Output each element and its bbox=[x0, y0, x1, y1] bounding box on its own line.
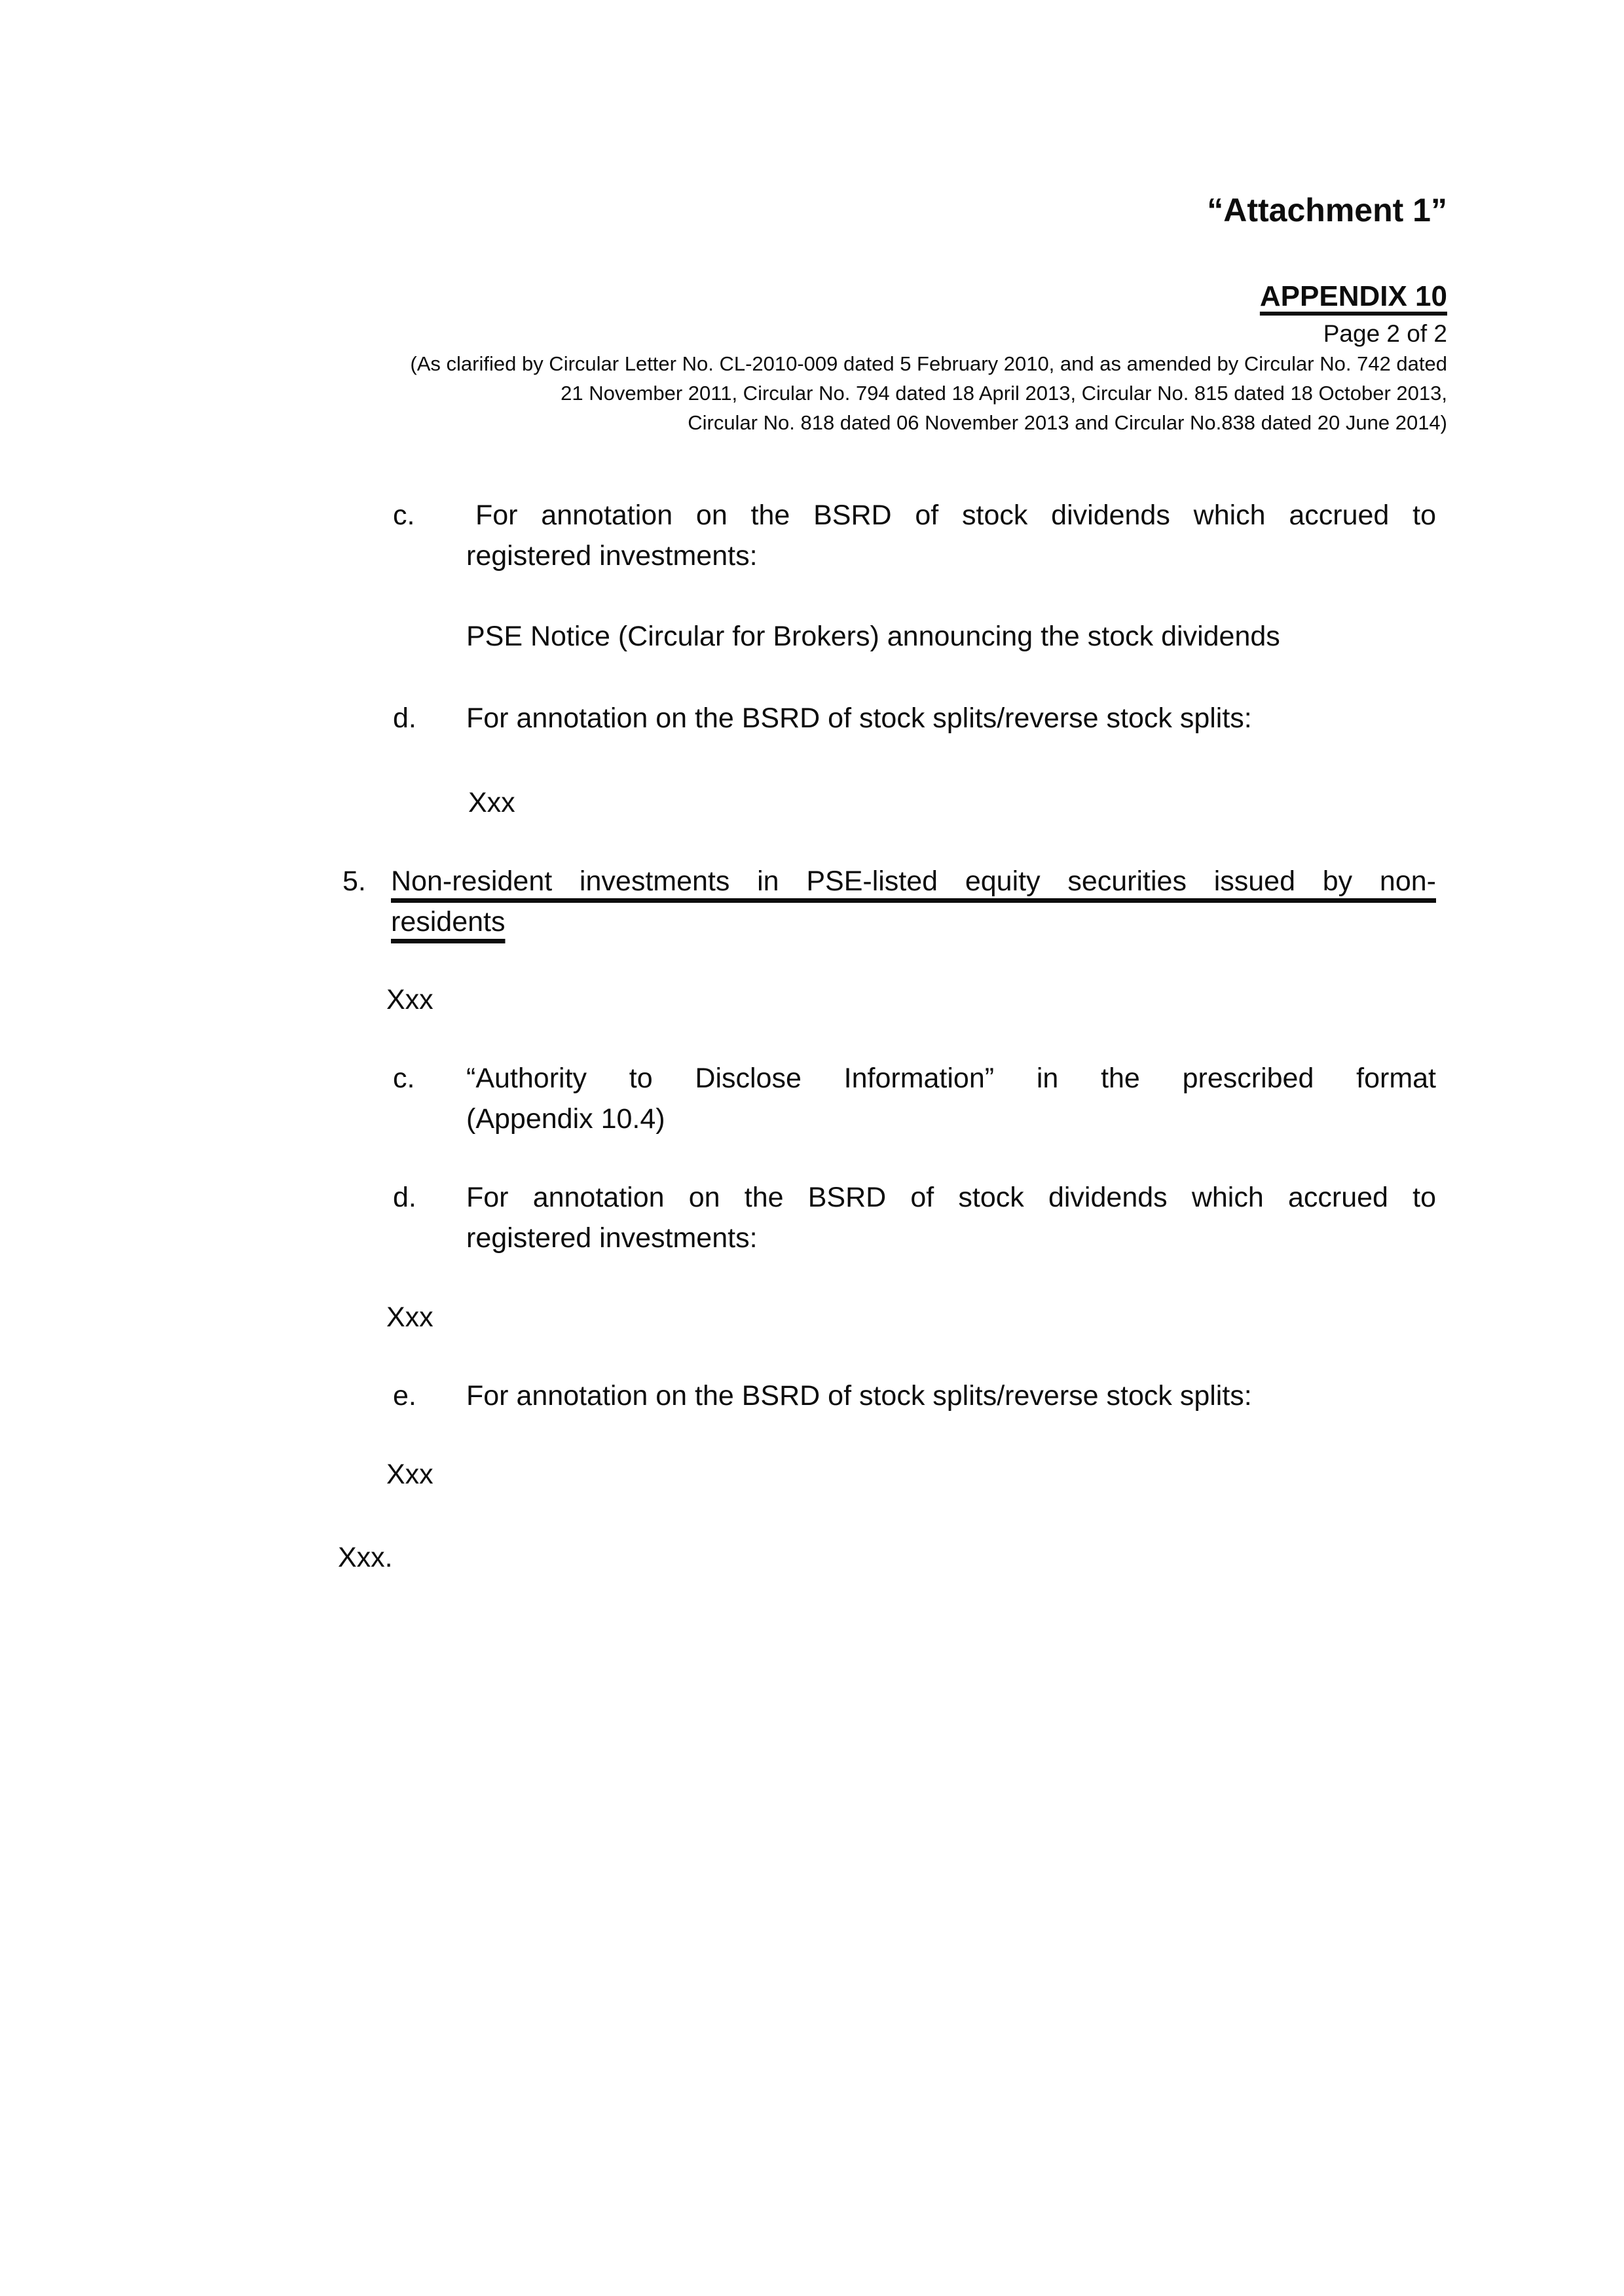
section-5-number: 5. bbox=[342, 866, 366, 897]
item-c2-line2: (Appendix 10.4) bbox=[466, 1103, 665, 1135]
item-d2-line1: For annotation on the BSRD of stock dividends which accrued to bbox=[466, 1182, 1436, 1213]
section-5-heading bbox=[342, 861, 1436, 942]
placeholder-xxx-3 bbox=[386, 1297, 434, 1338]
item-c2-marker: c. bbox=[393, 1063, 415, 1094]
pse-notice-text: PSE Notice (Circular for Brokers) announcing the stock dividends bbox=[466, 621, 1280, 652]
item-d2-line2: registered investments: bbox=[466, 1222, 758, 1254]
section-5-heading-line1: Non-resident investments in PSE-listed equity securities issued by non- bbox=[391, 866, 1436, 897]
list-item-d2 bbox=[393, 1177, 1436, 1258]
placeholder-xxx-1 bbox=[468, 782, 515, 823]
placeholder-xxx-2 bbox=[386, 979, 434, 1020]
section-5-heading-line2: residents bbox=[391, 906, 506, 938]
amendment-note-line1: (As clarified by Circular Letter No. CL-2010-009 dated 5 February 2010, and as amended by Circular No. 742 dated bbox=[410, 352, 1447, 375]
amendment-note-line2: 21 November 2011, Circular No. 794 dated 18 April 2013, Circular No. 815 dated 18 October 2013, bbox=[561, 382, 1447, 405]
xxx-text-3: Xxx bbox=[386, 1302, 434, 1333]
item-d1-line1: For annotation on the BSRD of stock splits/reverse stock splits: bbox=[466, 702, 1252, 734]
xxx-text-1: Xxx bbox=[468, 787, 515, 818]
list-item-d1 bbox=[393, 698, 1436, 738]
item-e-marker: e. bbox=[393, 1380, 416, 1412]
amendment-note bbox=[410, 349, 1447, 437]
item-c1-line1: For annotation on the BSRD of stock dividends which accrued to bbox=[475, 500, 1436, 531]
pse-notice-paragraph bbox=[466, 616, 1436, 657]
placeholder-xxx-4 bbox=[386, 1454, 434, 1495]
item-e-line1: For annotation on the BSRD of stock splits/reverse stock splits: bbox=[466, 1380, 1252, 1412]
xxx-text-4: Xxx bbox=[386, 1459, 434, 1490]
item-c1-marker: c. bbox=[393, 500, 415, 531]
list-item-e bbox=[393, 1376, 1436, 1416]
xxx-text-2: Xxx bbox=[386, 984, 434, 1015]
appendix-title: APPENDIX 10 bbox=[1259, 280, 1447, 312]
page-number: Page 2 of 2 bbox=[1323, 320, 1447, 347]
list-item-c2 bbox=[393, 1058, 1436, 1139]
amendment-note-line3: Circular No. 818 dated 06 November 2013 and Circular No.838 dated 20 June 2014) bbox=[688, 411, 1447, 434]
item-d2-marker: d. bbox=[393, 1182, 416, 1213]
xxx-text-final: Xxx. bbox=[338, 1542, 393, 1573]
list-item-c1 bbox=[393, 495, 1436, 576]
placeholder-xxx-final bbox=[338, 1537, 393, 1578]
item-c2-line1: “Authority to Disclose Information” in the prescribed format bbox=[466, 1063, 1436, 1094]
item-c1-line2: registered investments: bbox=[466, 540, 758, 572]
attachment-label: “Attachment 1” bbox=[1207, 192, 1447, 228]
item-d1-marker: d. bbox=[393, 702, 416, 734]
